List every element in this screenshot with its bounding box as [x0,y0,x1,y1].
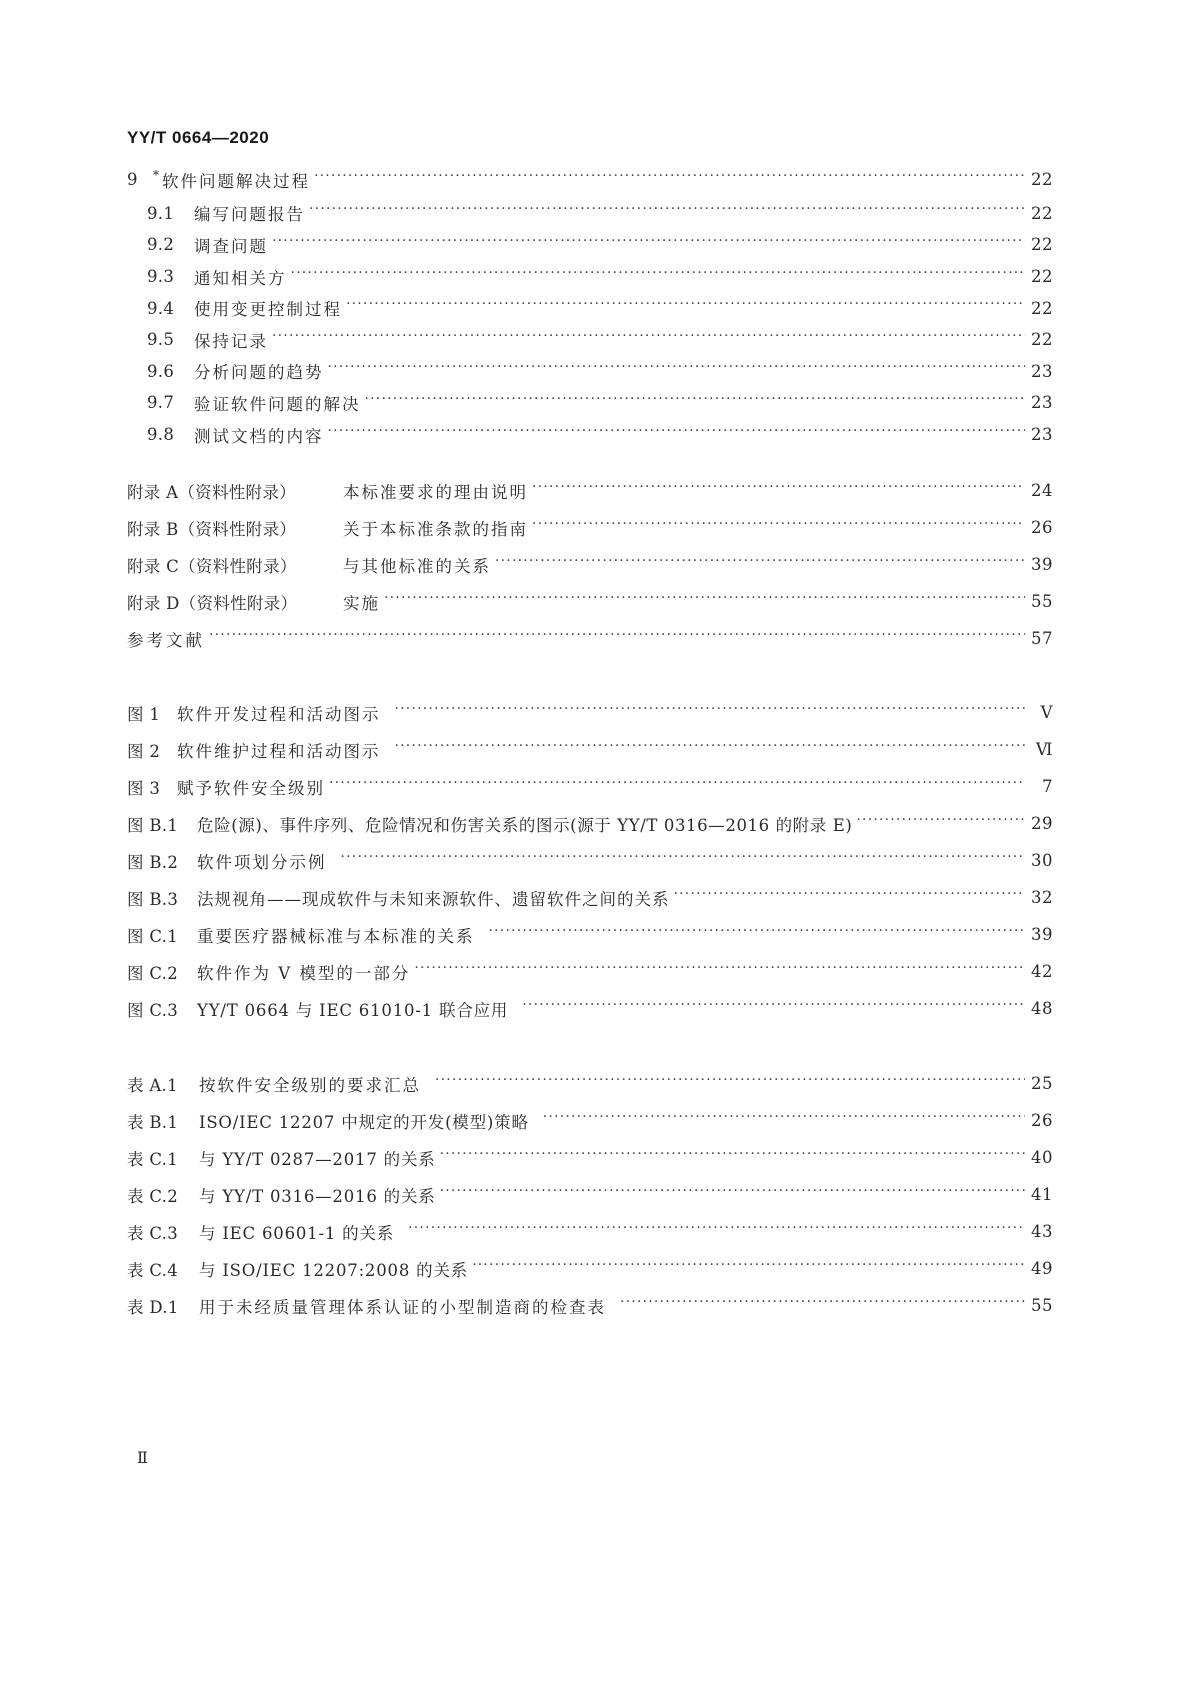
toc-entry-number: 图 C.2 [127,963,179,983]
toc-entry-page: 23 [1031,361,1053,381]
toc-tables-section [127,1065,1053,1324]
toc-entry[interactable] [127,768,1053,805]
toc-leader-dots [489,927,1026,943]
toc-entry-page: 39 [1031,555,1053,574]
toc-entry-page: 23 [1031,393,1053,413]
toc-entry-page: 29 [1031,814,1053,833]
toc-leader-dots [384,594,1025,610]
toc-entry-number: 表 C.1 [127,1149,179,1169]
toc-entry-title: 本标准要求的理由说明 [343,482,528,502]
toc-entry-title: 软件维护过程和活动图示 [177,741,381,761]
toc-entry[interactable] [127,387,1053,419]
toc-entry[interactable] [127,472,1053,509]
toc-entry-page: 26 [1031,1111,1053,1130]
toc-entry[interactable] [127,694,1053,731]
toc-entry-title: 按软件安全级别的要求汇总 [199,1075,421,1095]
toc-entry-page: 49 [1031,1259,1053,1278]
toc-entry-page: 42 [1031,962,1053,981]
toc-entry-page: 22 [1031,203,1053,223]
toc-entry-number: 表 B.1 [127,1112,179,1132]
toc-entry-number: 附录 B（资料性附录） [127,519,297,539]
toc-entry-title: 与 YY/T 0316—2016 的关系 [199,1186,436,1206]
toc-leader-dots [329,779,1025,795]
toc-entry[interactable] [127,229,1053,261]
toc-entry[interactable] [127,1102,1053,1139]
toc-entry-number: 9.5 [147,330,175,350]
toc-entry[interactable] [127,620,1053,657]
toc-entry-page: 22 [1031,170,1053,190]
toc-leader-dots [674,890,1026,906]
toc-entry-title: 用于未经质量管理体系认证的小型制造商的检查表 [199,1297,606,1317]
toc-leader-dots [620,1298,1025,1314]
toc-entry-page: 41 [1031,1185,1053,1204]
toc-entry[interactable] [127,842,1053,879]
page-number: Ⅱ [137,1448,147,1467]
toc-entry[interactable] [127,419,1053,451]
toc-entry-number: 表 A.1 [127,1075,178,1095]
toc-entry-title: 危险(源)、事件序列、危险情况和伤害关系的图示(源于 YY/T 0316—2016 的附录 E) [197,815,853,835]
toc-entry-title: 使用变更控制过程 [194,300,342,320]
toc-annex-section [127,472,1053,657]
toc-entry-number: 9.1 [147,203,175,223]
toc-entry-number: 图 C.3 [127,1000,179,1020]
toc-leader-dots [414,964,1025,980]
toc-entry-page: Ⅴ [1040,703,1053,722]
document-code: YY/T 0664—2020 [127,128,270,147]
toc-entry[interactable] [127,198,1053,230]
toc-entry-number: 附录 D（资料性附录） [127,593,298,613]
toc-entry-number: 9.7 [147,393,175,413]
toc-entry-title: 赋予软件安全级别 [177,778,325,798]
toc-leader-dots [395,705,1026,721]
toc-entry[interactable] [127,805,1053,842]
toc-entry-number: 图 B.3 [127,889,179,909]
toc-leader-dots [341,853,1026,869]
toc-leader-dots [365,395,1026,411]
toc-entry-number: 9.6 [147,361,175,381]
toc-entry-title: 实施 [343,593,380,613]
toc-entry-number: 9.8 [147,425,175,445]
toc-entry-title: 测试文档的内容 [194,426,324,446]
toc-leader-dots [532,483,1025,499]
toc-entry-page: 23 [1031,425,1053,445]
toc-entry-number: 表 C.2 [127,1186,179,1206]
toc-entry-page: Ⅵ [1035,740,1053,759]
toc-leader-dots [272,237,1025,253]
toc-entry-title: 关于本标准条款的指南 [343,519,528,539]
toc-entry[interactable] [127,1250,1053,1287]
toc-entry-page: 48 [1031,999,1053,1018]
toc-entry-title: 重要医疗器械标准与本标准的关系 [197,926,475,946]
toc-entry[interactable] [127,164,1053,196]
toc-entry-number: 9.3 [147,267,175,287]
toc-leader-dots [472,1261,1025,1277]
toc-entry-page: 40 [1031,1148,1053,1167]
toc-entry-number: 图 2 [127,741,161,761]
toc-entry-page: 22 [1031,298,1053,318]
toc-entry-title: 分析问题的趋势 [194,363,324,383]
toc-figures-section [127,694,1053,1027]
toc-leader-dots [856,816,1025,832]
toc-leader-dots [440,1150,1025,1166]
toc-entry-number: 图 B.1 [127,815,179,835]
toc-entry[interactable] [127,990,1053,1027]
toc-entry[interactable] [127,916,1053,953]
toc-entry-number: 附录 A（资料性附录） [127,482,296,502]
toc-leader-dots [440,1187,1025,1203]
toc-entry-title: 与其他标准的关系 [343,556,491,576]
toc-entry-page: 22 [1031,235,1053,255]
toc-entry-title: 编写问题报告 [194,205,305,225]
toc-leader-dots [328,427,1026,443]
toc-leader-dots [328,363,1026,379]
toc-entry-number: 图 C.1 [127,926,179,946]
toc-leader-dots [314,172,1025,188]
toc-leader-dots [495,557,1025,573]
toc-entry-title: 通知相关方 [194,268,287,288]
toc-entry-title: 软件项划分示例 [197,852,327,872]
toc-entry-number: 表 C.4 [127,1260,179,1280]
toc-main-section [127,164,1053,450]
toc-entry-number: 表 D.1 [127,1297,179,1317]
toc-entry-page: 30 [1031,851,1053,870]
toc-leader-dots [346,300,1025,316]
toc-entry-page: 43 [1031,1222,1053,1241]
toc-entry-number: 9 [127,170,138,190]
toc-entry-title: 保持记录 [194,331,268,351]
toc-entry[interactable] [127,1139,1053,1176]
toc-entry[interactable] [127,879,1053,916]
toc-leader-dots [395,742,1026,758]
toc-entry-title: 验证软件问题的解决 [194,394,361,414]
toc-entry-page: 7 [1042,777,1053,796]
toc-entry[interactable] [127,324,1053,356]
toc-entry-number: 附录 C（资料性附录） [127,556,297,576]
toc-entry-page: 39 [1031,925,1053,944]
toc-entry[interactable] [127,546,1053,583]
toc-entry-number: 图 1 [127,704,161,724]
optional-clause-marker: * [153,167,159,182]
toc-entry-page: 24 [1031,481,1053,500]
toc-entry[interactable] [127,356,1053,388]
toc-entry-page: 32 [1031,888,1053,907]
toc-entry-page: 25 [1031,1074,1053,1093]
toc-entry[interactable] [127,509,1053,546]
toc-leader-dots [408,1224,1025,1240]
toc-entry-title: ISO/IEC 12207 中规定的开发(模型)策略 [199,1112,529,1132]
toc-leader-dots [291,269,1026,285]
toc-entry[interactable] [127,292,1053,324]
toc-entry[interactable] [127,1287,1053,1324]
toc-entry-title: 与 YY/T 0287—2017 的关系 [199,1149,436,1169]
toc-entry-number: 图 B.2 [127,852,179,872]
toc-entry-title: 法规视角——现成软件与未知来源软件、遗留软件之间的关系 [197,889,670,909]
toc-leader-dots [543,1113,1025,1129]
toc-entry[interactable] [127,953,1053,990]
toc-entry-title: 软件开发过程和活动图示 [177,704,381,724]
toc-leader-dots [309,205,1025,221]
toc-leader-dots [522,1001,1025,1017]
toc-entry[interactable] [127,583,1053,620]
toc-entry-number: 9.4 [147,298,175,318]
toc-entry[interactable] [127,1176,1053,1213]
toc-entry-title: 软件作为 V 模型的一部分 [197,963,411,983]
toc-leader-dots [435,1076,1025,1092]
toc-entry-number: 9.2 [147,235,175,255]
toc-entry-number: 参考文献 [127,630,205,650]
toc-leader-dots [532,520,1025,536]
toc-entry-title: 与 IEC 60601-1 的关系 [199,1223,395,1243]
toc-entry-page: 57 [1031,629,1053,648]
toc-entry[interactable] [127,261,1053,293]
toc-entry-page: 26 [1031,518,1053,537]
toc-entry-page: 22 [1031,330,1053,350]
toc-leader-dots [209,631,1025,647]
toc-leader-dots [272,332,1025,348]
toc-entry-title: YY/T 0664 与 IEC 61010-1 联合应用 [197,1000,509,1020]
toc-entry-number: 表 C.3 [127,1223,179,1243]
toc-entry[interactable] [127,1065,1053,1102]
toc-entry[interactable] [127,731,1053,768]
toc-entry-page: 55 [1031,1296,1053,1315]
toc-entry[interactable] [127,1213,1053,1250]
toc-entry-title: 与 ISO/IEC 12207:2008 的关系 [199,1260,469,1280]
toc-entry-page: 22 [1031,267,1053,287]
toc-entry-page: 55 [1031,592,1053,611]
toc-entry-title: 调查问题 [194,236,268,256]
toc-entry-number: 图 3 [127,778,161,798]
toc-entry-title: 软件问题解决过程 [162,171,310,191]
